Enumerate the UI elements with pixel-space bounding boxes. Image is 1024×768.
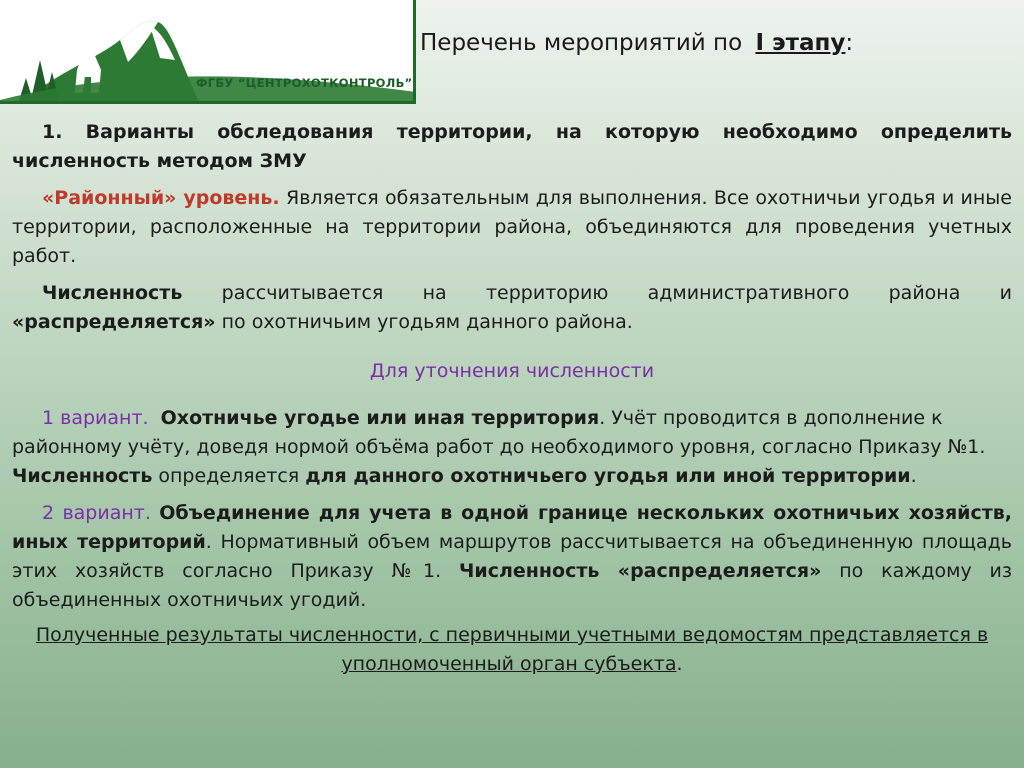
variant2-bold2: Численность «распределяется» [459, 560, 822, 582]
final-underlined: Полученные результаты численности, с первичными учетными ведомостям представляется в уполномоченный орган субъекта [35, 624, 989, 675]
count-bold: Численность [42, 282, 183, 304]
variant1-text2: определяется [152, 465, 306, 487]
count-text1: рассчитывается на территорию административного района и [182, 282, 1012, 304]
variant1-bold2: Численность [12, 465, 153, 487]
variant1-text3: . [910, 465, 917, 487]
content-body [12, 118, 1012, 679]
variant2-text2: по каждому из объединенных охотничьих угодий. [12, 560, 1012, 611]
count-bold2: «распределяется» [12, 311, 216, 333]
district-label: «Районный» уровень. [42, 187, 280, 209]
clarify-heading: Для уточнения численности [369, 360, 655, 382]
variant1-bold1: Охотничье угодье или иная территория [160, 407, 600, 429]
variant2-bold1: Объединение для учета в одной границе нескольких охотничьих хозяйств, иных территорий [12, 502, 1012, 553]
logo-panel [0, 0, 416, 104]
final-end: . [676, 653, 683, 675]
variant2-paragraph [12, 499, 1012, 615]
logo-org-name: ФГБУ “ЦЕНТРОХОТКОНТРОЛЬ” [196, 76, 413, 90]
variant2-text1: . Нормативный объем маршрутов рассчитывается на объединенную площадь этих хозяйств согласно Приказу №1. [12, 531, 1012, 582]
count-paragraph [12, 279, 1012, 337]
title-stage: I этапу [755, 30, 846, 56]
variant1-paragraph [12, 404, 1012, 491]
title-prefix: Перечень мероприятий по [420, 30, 750, 56]
title-suffix: : [845, 30, 854, 56]
variant1-bold3: для данного охотничьего угодья или иной территории [305, 465, 911, 487]
variant2-label: 2 вариант. [42, 502, 151, 524]
variant1-text1: . Учёт проводится в дополнение к районному учёту, доведя нормой объёма работ до необходимого уровня, согласно Приказу №1. [12, 407, 986, 458]
variant1-label: 1 вариант. [42, 407, 149, 429]
count-text2: по охотничьим угодьям данного района. [215, 311, 633, 333]
district-paragraph [12, 184, 1012, 271]
section1-heading: 1. Варианты обследования территории, на которую необходимо определить численность методом ЗМУ [12, 121, 1012, 172]
final-paragraph [12, 621, 1012, 679]
page-title [420, 30, 853, 56]
district-text: Является обязательным для выполнения. Все охотничьи угодья и иные территории, расположенные на территории района, объединяются для проведения учетных работ. [12, 187, 1012, 267]
